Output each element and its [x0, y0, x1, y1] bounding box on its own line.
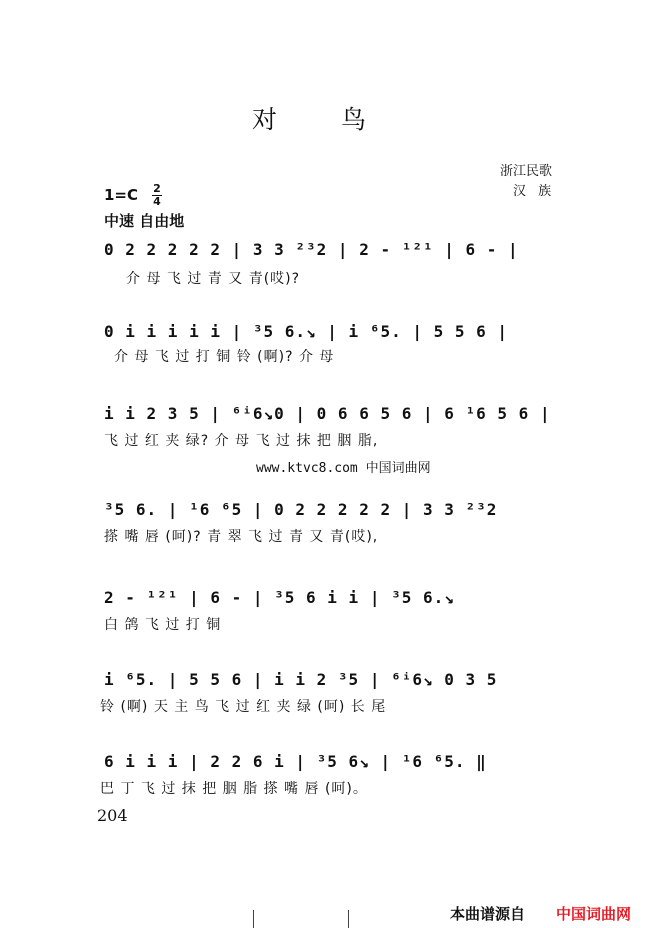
lyric-line: 飞 过 红 夹 绿? 介 母 飞 过 抹 把 胭 脂,: [104, 433, 379, 449]
notation-line: 6 i i i | 2 2 6 i | ³5 6↘ | ¹6 ⁶5. ‖: [104, 752, 487, 771]
notation-line: i ⁶5. | 5 5 6 | i i 2 ³5 | ⁶ⁱ6↘ 0 3 5: [104, 670, 498, 689]
lyric-line: 白 鸽 飞 过 打 铜: [104, 617, 222, 633]
lyric-line: 介 母 飞 过 青 又 青(哎)?: [126, 271, 301, 287]
origin-label: 浙江民歌: [500, 164, 553, 179]
song-title: 对 鸟: [252, 105, 394, 134]
time-signature-top: 2: [153, 182, 161, 195]
notation-line: 2 - ¹²¹ | 6 - | ³5 6 i i | ³5 6.↘: [104, 588, 455, 607]
footer-brand-link[interactable]: 中国词曲网: [556, 905, 632, 923]
notation-line: ³5 6. | ¹6 ⁶5 | 0 2 2 2 2 2 | 3 3 ²³2: [104, 500, 498, 519]
margin-mark: [348, 910, 349, 928]
time-signature: [152, 184, 162, 207]
lyric-line: 搽 嘴 唇 (呵)? 青 翠 飞 过 青 又 青(哎),: [104, 529, 379, 545]
notation-line: 0 2 2 2 2 2 | 3 3 ²³2 | 2 - ¹²¹ | 6 - |: [104, 240, 519, 259]
margin-mark: [253, 910, 254, 928]
page-number: 204: [97, 806, 128, 825]
lyric-line: 介 母 飞 过 打 铜 铃 (啊)? 介 母: [114, 349, 335, 365]
notation-line: i i 2 3 5 | ⁶ⁱ6↘0 | 0 6 6 5 6 | 6 ¹6 5 6 |: [104, 404, 551, 423]
footer-source-label: 本曲谱源自: [450, 905, 526, 923]
notation-line: 0 i i i i i | ³5 6.↘ | i ⁶5. | 5 5 6 |: [104, 322, 509, 341]
watermark: www.ktvc8.com 中国词曲网: [256, 461, 431, 476]
lyric-line: 巴 丁 飞 过 抹 把 胭 脂 搽 嘴 唇 (呵)。: [100, 781, 368, 797]
ethnicity-label: 汉 族: [513, 184, 556, 199]
tempo-marking: 中速 自由地: [104, 212, 185, 230]
key-signature: 1=C: [104, 186, 139, 204]
time-signature-bottom: 4: [153, 195, 161, 208]
lyric-line: 铃 (啊) 天 主 鸟 飞 过 红 夹 绿 (呵) 长 尾: [100, 699, 387, 715]
